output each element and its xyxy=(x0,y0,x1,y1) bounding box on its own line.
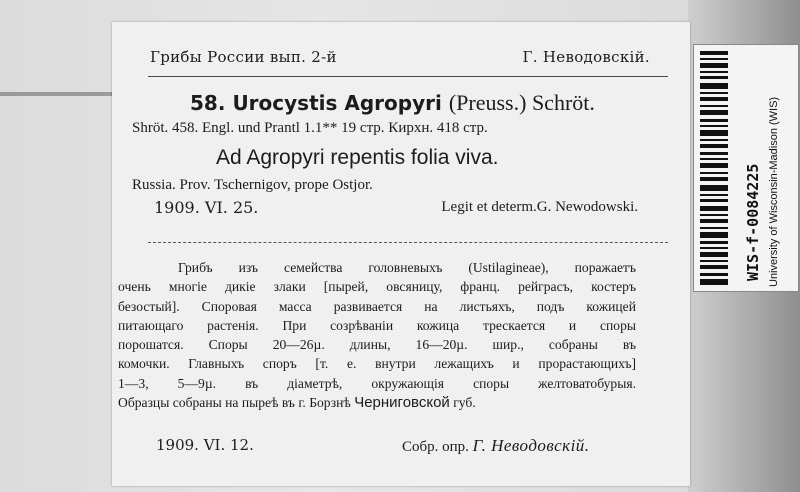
species-authority: (Preuss.) Schröt. xyxy=(448,90,595,115)
series-title: Грибы России вып. 2-й xyxy=(150,48,337,66)
barcode-number: WIS-f-0084225 xyxy=(744,163,762,281)
collector-line: Legit et determ.G. Newodowski. xyxy=(441,199,638,215)
description-line-last xyxy=(118,393,636,412)
substrate-line: Ad Agropyri repentis folia viva. xyxy=(216,146,499,169)
institution-name: University of Wisconsin-Madison (WIS) xyxy=(768,96,780,287)
description-line: питающаго растенiя. При созрѣванiи кожица трескается и споры xyxy=(118,317,636,333)
species-title xyxy=(190,90,595,116)
specimen-label xyxy=(112,22,690,486)
series-author: Г. Неводовскiй. xyxy=(522,48,650,66)
collection-date: 1909. VI. 25. xyxy=(154,198,259,217)
section-rule xyxy=(148,242,668,243)
envelope-edge xyxy=(0,92,120,96)
exsiccata-number: 58. xyxy=(190,91,226,115)
collector-signature: Г. Неводовскiй. xyxy=(472,436,590,455)
second-date: 1909. VI. 12. xyxy=(156,436,254,454)
barcode-tag xyxy=(693,44,799,292)
barcode-icon xyxy=(700,51,728,285)
description-paragraph xyxy=(118,258,636,412)
description-line: Образцы собраны на пырeѣ въ г. Борзнѣ xyxy=(118,395,351,411)
description-line: очень многiе дикiе злаки [пырей, овсяницу, франц. рейграсъ, костеръ xyxy=(118,279,636,295)
collector-signature-line xyxy=(402,436,590,456)
handwritten-place: Черниговской xyxy=(354,394,450,412)
header-rule xyxy=(148,76,668,77)
description-line: порошатся. Споры 20—26µ. длины, 16—20µ. шир., собраны въ xyxy=(118,337,636,353)
species-name: Urocystis Agropyri xyxy=(232,91,442,115)
collector-prefix: Собр. опр. xyxy=(402,439,469,455)
literature-references: Shröt. 458. Engl. und Prantl 1.1** 19 стр. Кирхн. 418 стр. xyxy=(132,120,488,136)
locality-line: Russia. Prov. Tschernigov, prope Ostjor. xyxy=(132,177,373,193)
description-line: комочки. Главныхъ споръ [т. е. внутри лежащихъ и прорастающихъ] xyxy=(118,356,636,372)
description-line: 1—3, 5—9µ. въ дiаметрѣ, окружающiя споры желтоватобурыя. xyxy=(118,375,636,391)
description-line: безостый]. Споровая масса развивается на листьяхъ, подъ кожицей xyxy=(118,298,636,314)
description-line: Грибъ изъ семейства головневыхъ (Ustilagineae), поражаетъ xyxy=(178,260,636,275)
guberniya-label: губ. xyxy=(453,395,476,411)
